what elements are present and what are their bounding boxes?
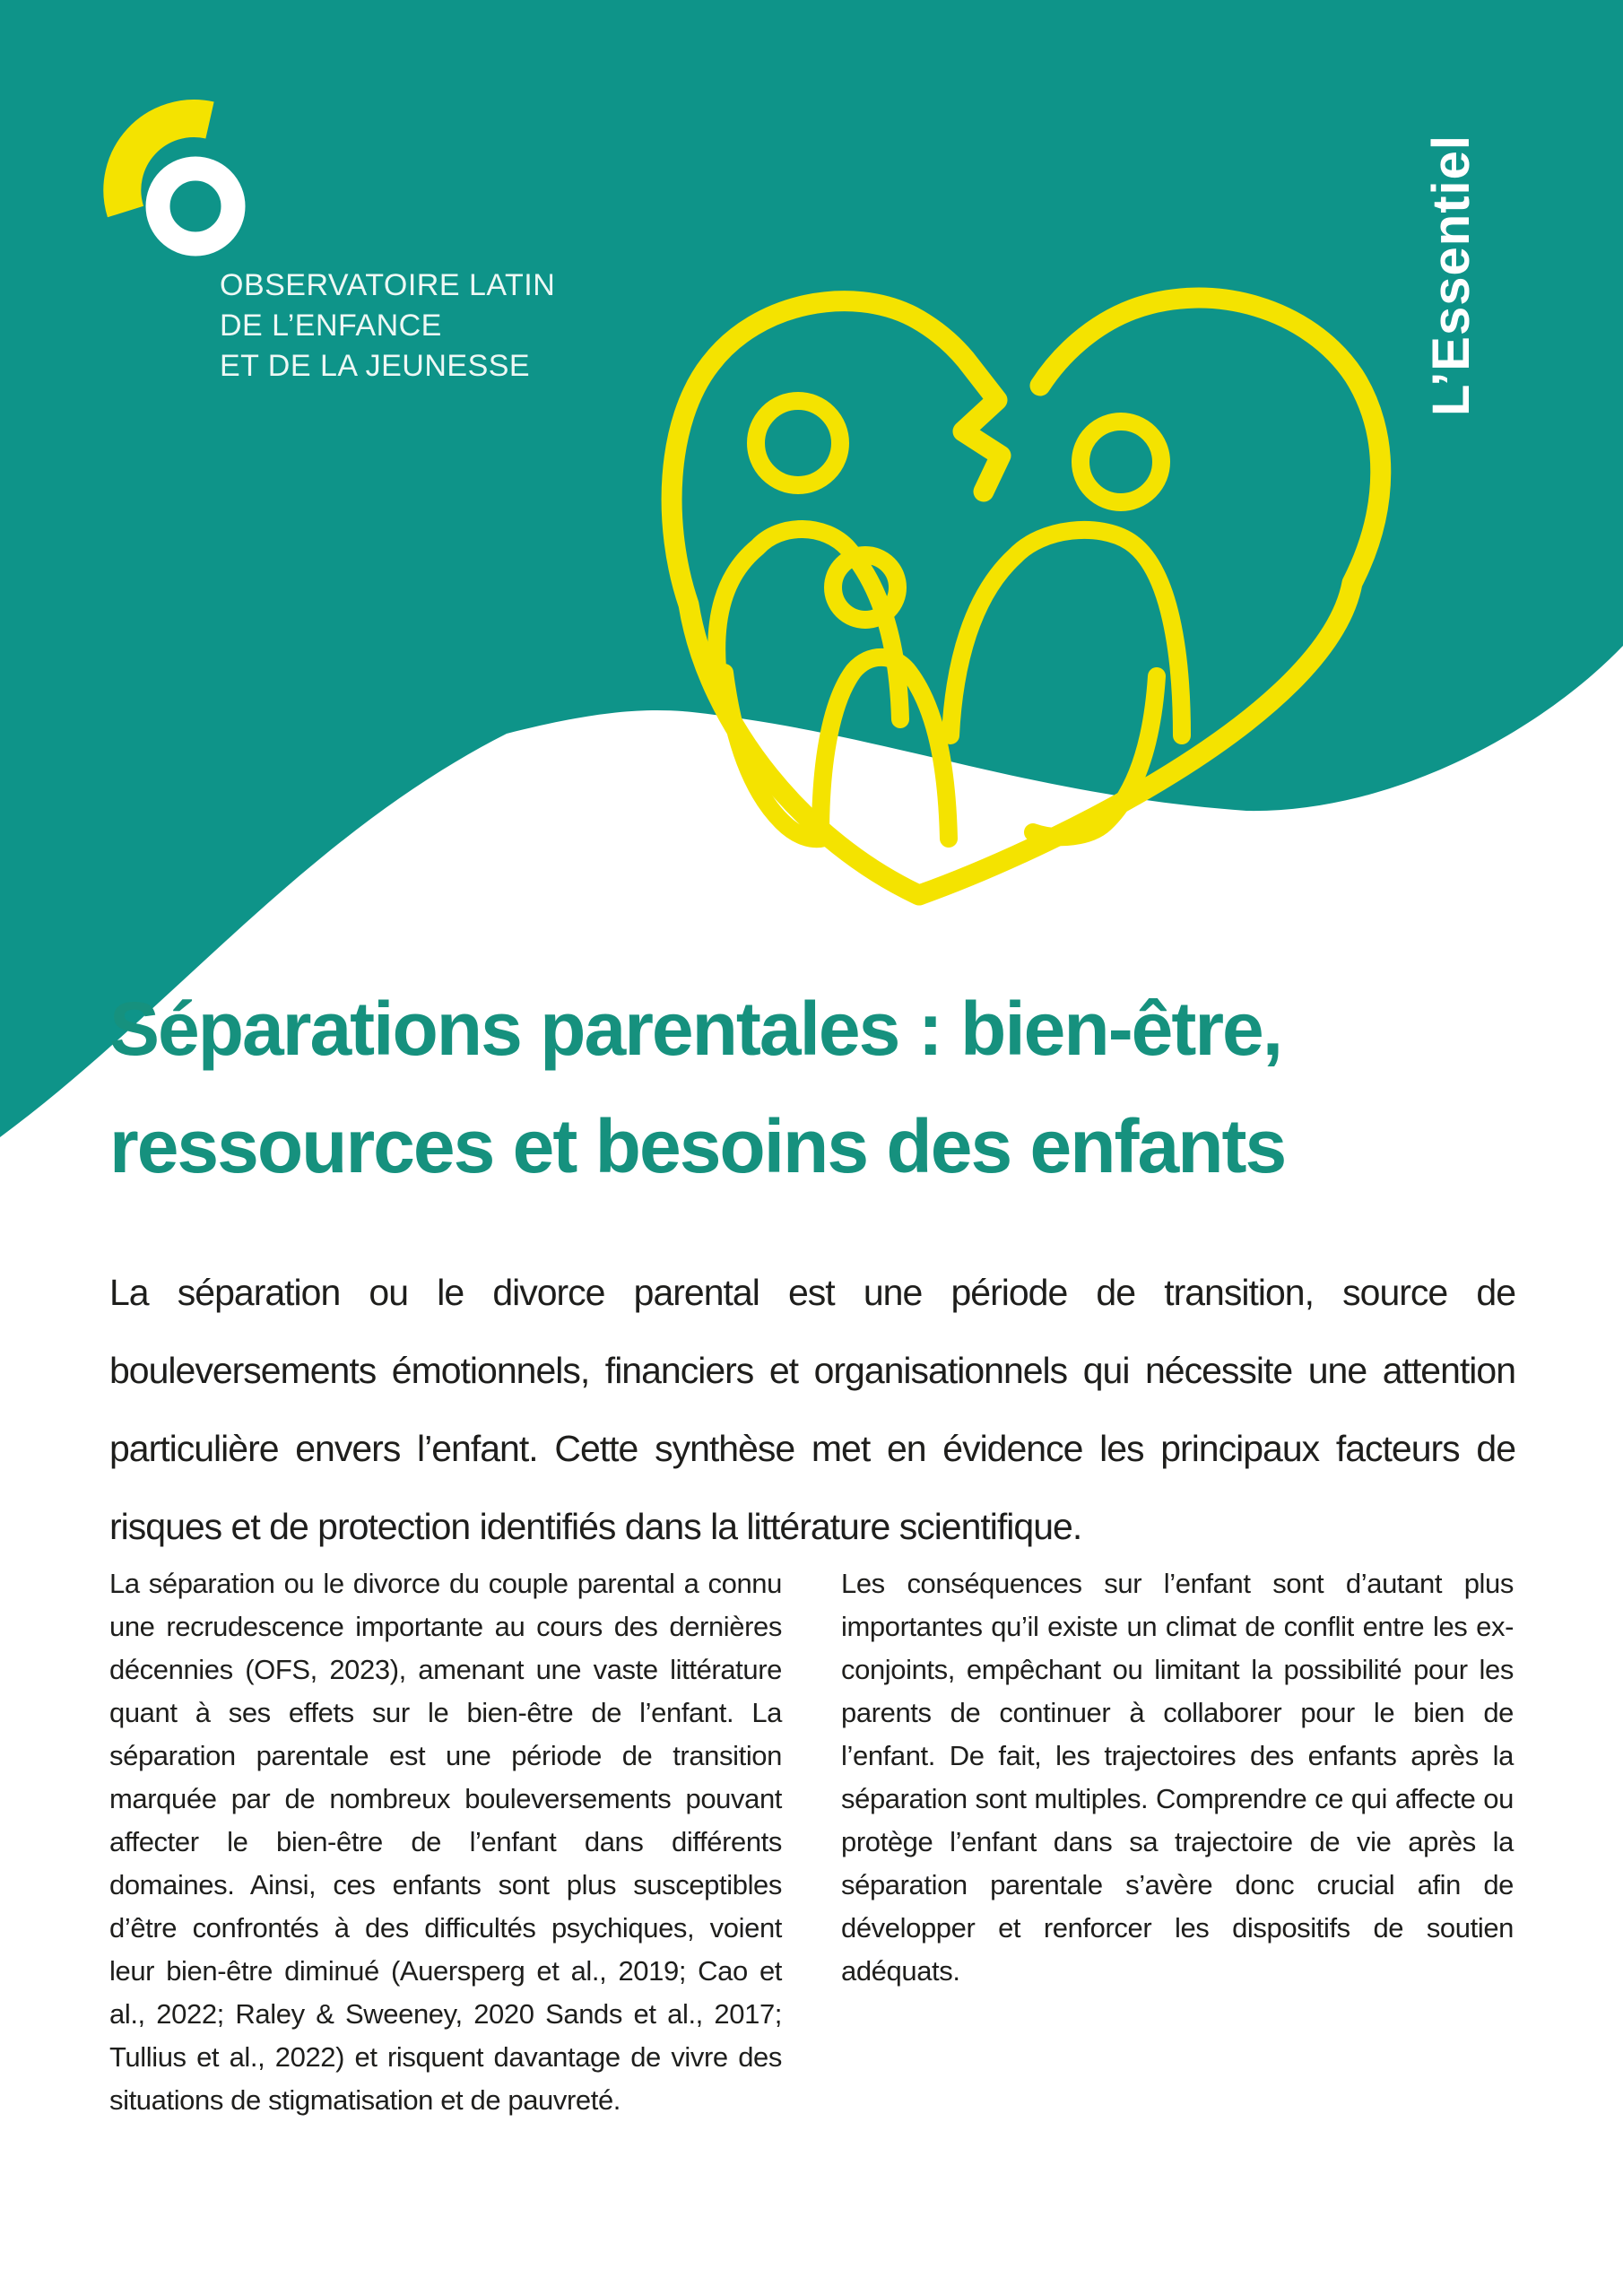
logo-wordmark [220,265,555,387]
logo-wordmark-line2: DE L’ENFANCE [220,309,442,343]
logo-wordmark-line3: ET DE LA JEUNESSE [220,349,531,383]
column-right: Les conséquences sur l’enfant sont d’autant plus importantes qu’il existe un climat de conflit entre les ex-conjoints, empêchant ou limitant la possibilité pour les parents de continuer à collaborer pour le bien de l’enfant. De fait, les trajectoires des enfants après la séparation sont multiples. Comprendre ce qui affecte ou protège l’enfant dans sa trajectoire de vie après la séparation parentale s’avère donc crucial afin de développer et renforcer les dispositifs de soutien adéquats. [841,1568,1514,1987]
page-title-line1: Séparations parentales : bien-être, [109,987,1282,1071]
body-columns [109,1562,1515,2122]
intro-paragraph: La séparation ou le divorce parental est une période de transition, source de bouleversements émotionnels, financiers et organisationnels qui nécessite une attention particulière envers l’enfant. Cette synthèse met en évidence les principaux facteurs de risques et de protection identifiés dans la littérature scientifique. [109,1272,1515,1547]
column-left: La séparation ou le divorce du couple parental a connu une recrudescence importante au cours des dernières décennies (OFS, 2023), amenant une vaste littérature quant à ses effets sur le bien-être de l’enfant. La séparation parentale est une période de transition marquée par de nombreux bouleversements pouvant affecter le bien-être de l’enfant dans différents domaines. Ainsi, ces enfants sont plus susceptibles d’être confrontés à des difficultés psychiques, voient leur bien-être diminué (Auersperg et al., 2019; Cao et al., 2022; Raley & Sweeney, 2020 Sands et al., 2017; Tullius et al., 2022) et risquent davantage de vivre des situations de stigmatisation et de pauvreté. [109,1568,782,2116]
page-title [109,970,1515,1205]
logo-wordmark-line1: OBSERVATOIRE LATIN [220,268,556,302]
page-title-line2: ressources et besoins des enfants [109,1104,1286,1188]
edition-label: L’Essentiel [1422,135,1480,417]
